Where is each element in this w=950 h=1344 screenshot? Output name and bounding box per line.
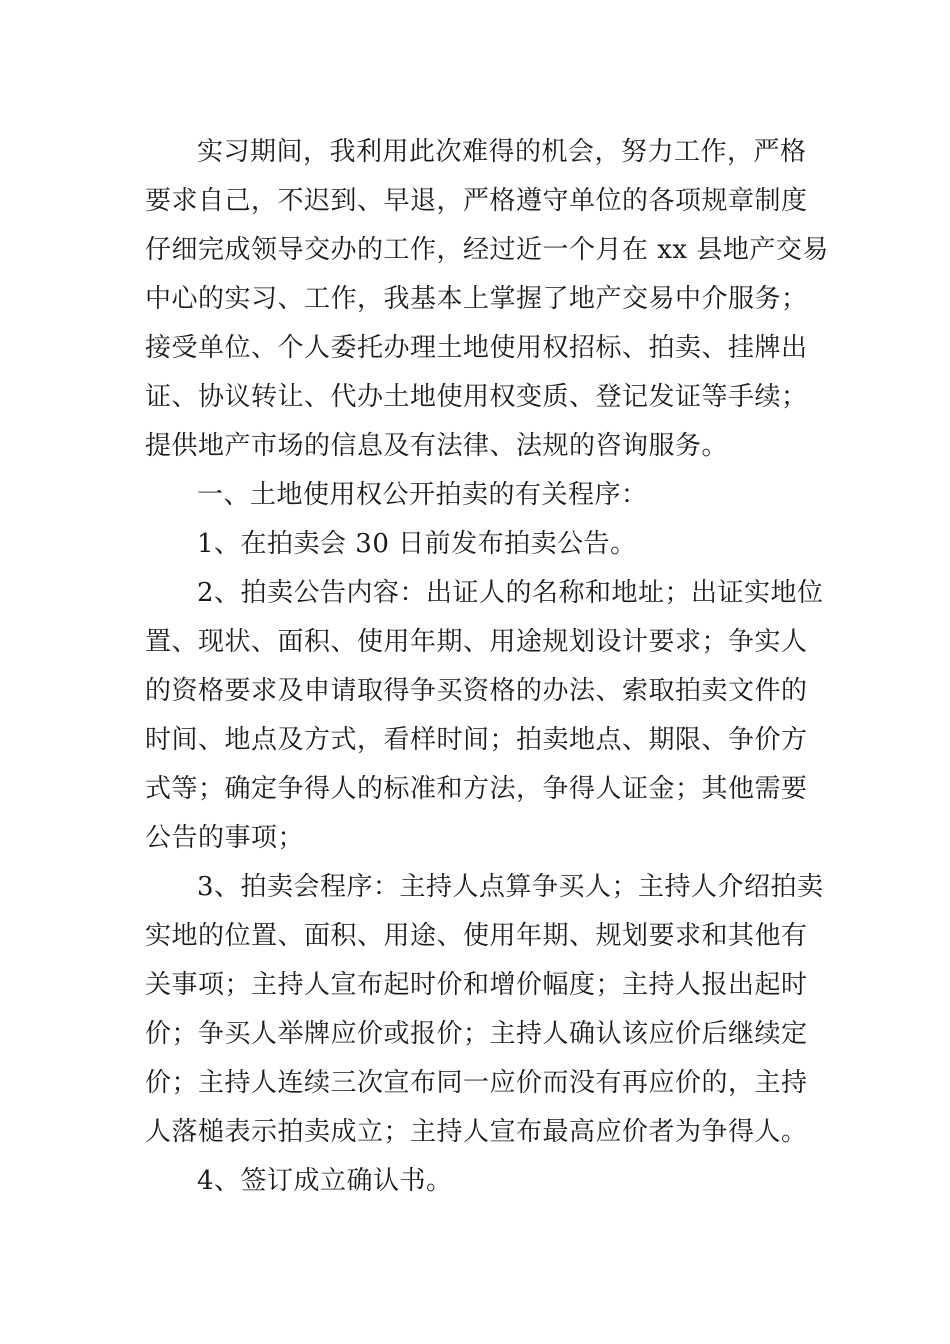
text-line: 中心的实习、工作，我基本上掌握了地产交易中介服务； <box>145 284 808 314</box>
text-line: 接受单位、个人委托办理土地使用权招标、拍卖、挂牌出 <box>145 333 808 363</box>
text-line: 实习期间，我利用此次难得的机会，努力工作，严格 <box>197 137 807 167</box>
text-line: 要求自己，不迟到、早退，严格遵守单位的各项规章制度 <box>145 186 808 216</box>
text-line: 一、土地使用权公开拍卖的有关程序： <box>197 480 648 510</box>
text-line: 2、拍卖公告内容：出证人的名称和地址；出证实地位 <box>197 578 824 608</box>
text-line: 4、签订成立确认书。 <box>197 1166 453 1196</box>
paragraph-item-4 <box>145 1157 807 1206</box>
text-line: 证、协议转让、代办土地使用权变质、登记发证等手续； <box>145 382 808 412</box>
text-line: 价；主持人连续三次宣布同一应价而没有再应价的，主持 <box>145 1068 808 1098</box>
text-line: 的资格要求及申请取得争买资格的办法、索取拍卖文件的 <box>145 676 808 706</box>
text-line: 关事项；主持人宣布起时价和增价幅度；主持人报出起时 <box>145 970 808 1000</box>
paragraph-internship-summary <box>145 128 829 471</box>
text-line: 价；争买人举牌应价或报价；主持人确认该应价后继续定 <box>145 1019 808 1049</box>
paragraph-item-2 <box>145 569 824 863</box>
document-body <box>145 128 829 1206</box>
text-line: 提供地产市场的信息及有法律、法规的咨询服务。 <box>145 431 729 461</box>
text-line: 置、现状、面积、使用年期、用途规划设计要求；争实人 <box>145 627 808 657</box>
text-line: 3、拍卖会程序：主持人点算争买人；主持人介绍拍卖 <box>197 872 824 902</box>
text-line: 仔细完成领导交办的工作，经过近一个月在 xx 县地产交易 <box>145 235 829 265</box>
section-heading <box>145 471 807 520</box>
text-line: 人落槌表示拍卖成立；主持人宣布最高应价者为争得人。 <box>145 1117 808 1147</box>
text-line: 公告的事项； <box>145 823 305 853</box>
text-line: 1、在拍卖会 30 日前发布拍卖公告。 <box>197 529 637 559</box>
text-line: 实地的位置、面积、用途、使用年期、规划要求和其他有 <box>145 921 808 951</box>
text-line: 式等；确定争得人的标准和方法，争得人证金；其他需要 <box>145 774 808 804</box>
paragraph-item-1 <box>145 520 807 569</box>
text-line: 时间、地点及方式，看样时间；拍卖地点、期限、争价方 <box>145 725 808 755</box>
paragraph-item-3 <box>145 863 824 1157</box>
